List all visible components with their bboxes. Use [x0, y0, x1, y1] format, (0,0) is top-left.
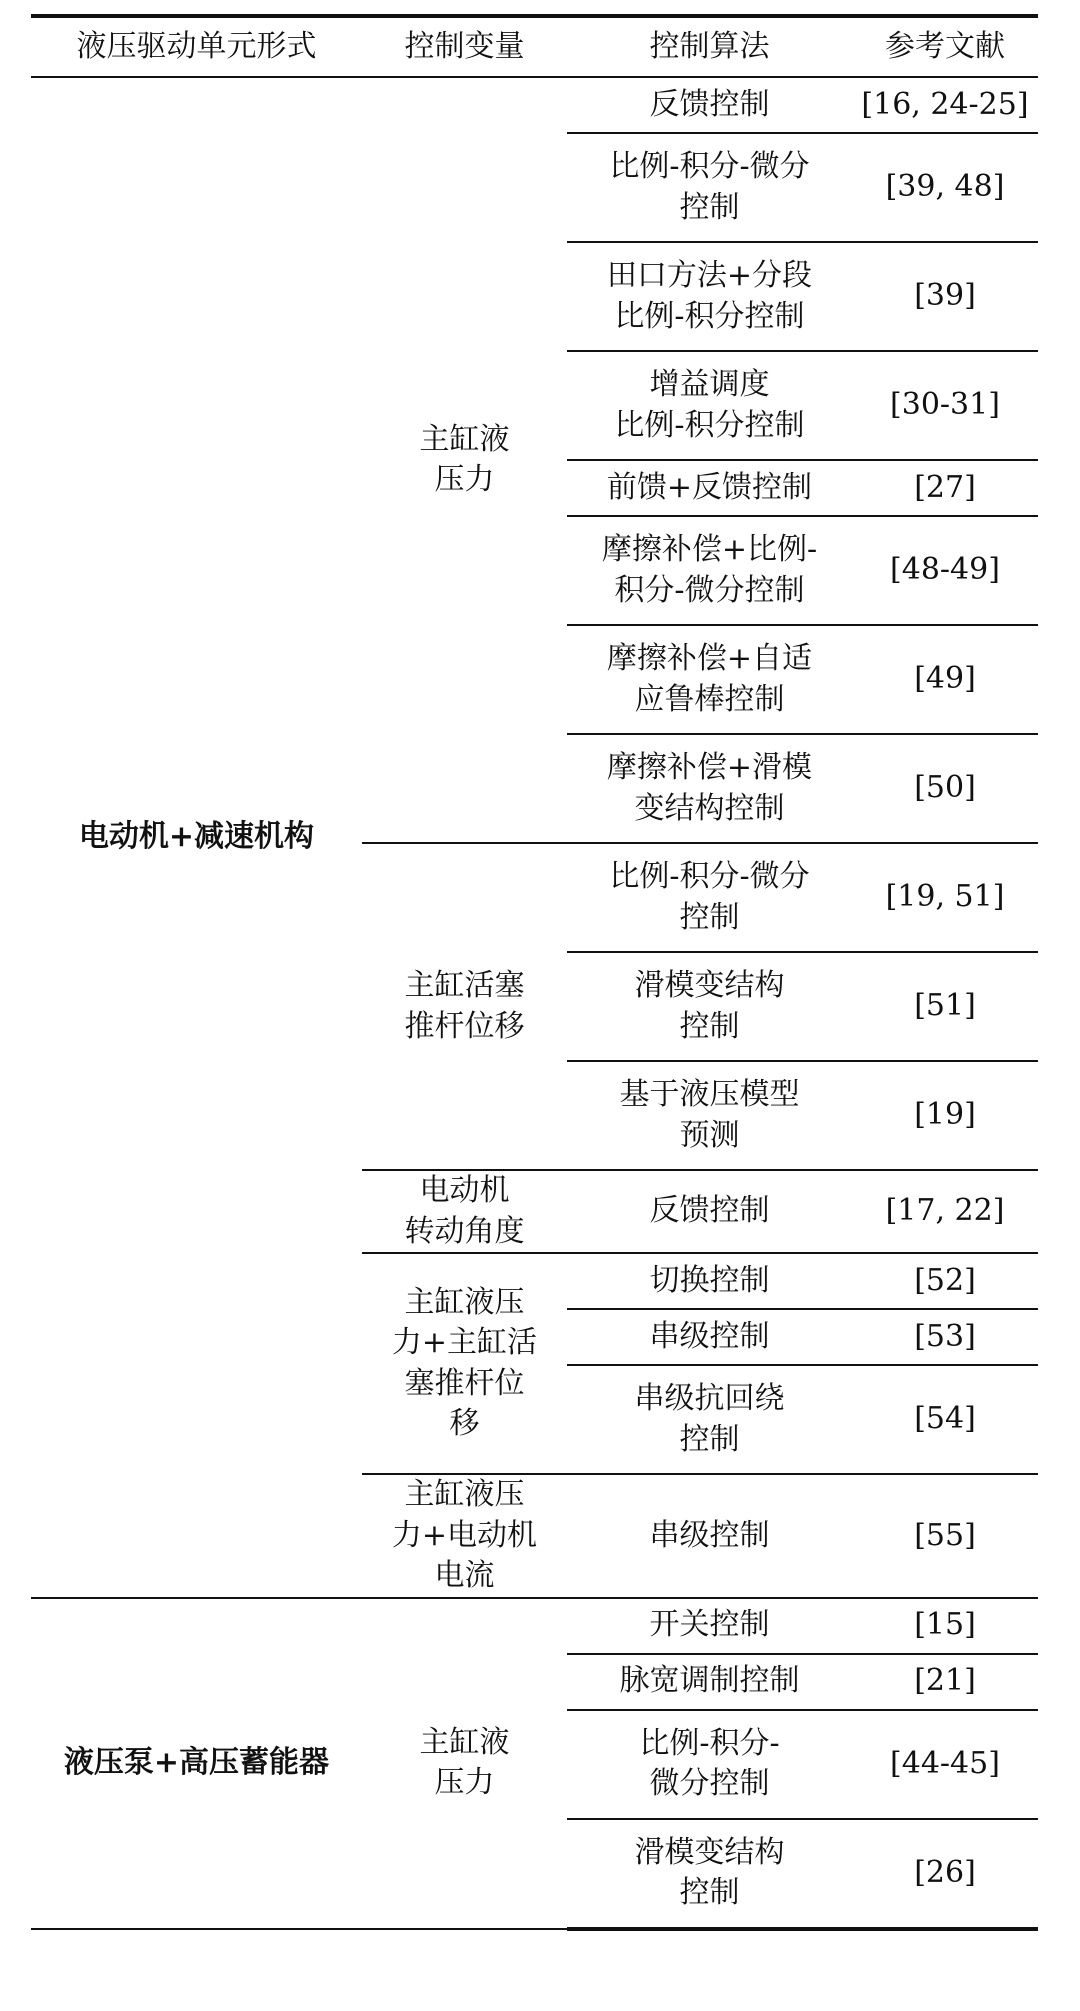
reference-cell — [852, 1654, 1038, 1710]
reference-cell — [852, 1474, 1038, 1598]
text-line: 控制 — [679, 1875, 740, 1910]
control-algorithm-cell — [567, 516, 852, 625]
reference-text: [39] — [914, 278, 976, 314]
reference-cell — [852, 460, 1038, 516]
reference-text: [26] — [914, 1854, 976, 1890]
text-line: 摩擦补偿+比例- — [601, 532, 818, 567]
text-line: 前馈+反馈控制 — [606, 469, 813, 505]
reference-text: [39, 48] — [885, 169, 1005, 205]
control-variable-cell — [362, 1474, 567, 1598]
text-line: 摩擦补偿+滑模 — [606, 750, 813, 785]
control-variable-cell — [362, 1253, 567, 1474]
text-line: 滑模变结构 — [634, 1834, 785, 1870]
text-line: 控制 — [679, 899, 740, 935]
control-algorithm-cell — [567, 625, 852, 734]
text-line: 主缸液压 — [404, 1477, 525, 1512]
control-algorithm-cell — [567, 843, 852, 952]
text-line: 控制 — [679, 189, 740, 225]
control-algorithm-cell — [567, 1710, 852, 1819]
control-algorithm-cell — [567, 1598, 852, 1654]
text-line: 比例-积分- — [639, 1725, 780, 1761]
reference-text: [16, 24-25] — [861, 86, 1029, 122]
reference-cell — [852, 351, 1038, 460]
reference-text: [19, 51] — [885, 879, 1005, 915]
drive-unit-text: 液压泵+高压蓄能器 — [63, 1744, 330, 1780]
reference-text: [52] — [914, 1262, 976, 1298]
table-row — [31, 77, 1038, 133]
reference-text: [50] — [914, 770, 976, 806]
text-line: 串级控制 — [649, 1517, 770, 1553]
text-line: 电流 — [434, 1558, 495, 1593]
text-line: 主缸液 — [419, 1724, 510, 1760]
reference-cell — [852, 734, 1038, 843]
reference-cell — [852, 1710, 1038, 1819]
control-algorithm-cell — [567, 351, 852, 460]
control-algorithm-cell — [567, 1819, 852, 1929]
text-line: 控制 — [679, 1421, 740, 1457]
text-line: 反馈控制 — [649, 1193, 770, 1229]
text-line: 力+主缸活 — [391, 1325, 538, 1360]
drive-unit-text: 电动机+减速机构 — [78, 819, 315, 854]
control-method-table — [31, 14, 1038, 1931]
text-line: 主缸液压 — [404, 1284, 525, 1320]
header-control-variable: 控制变量 — [362, 16, 567, 77]
reference-text: [55] — [914, 1517, 976, 1553]
reference-text: [53] — [914, 1318, 976, 1354]
reference-cell — [852, 625, 1038, 734]
text-line: 积分-微分控制 — [614, 572, 805, 608]
text-line: 变结构控制 — [634, 790, 785, 826]
header-row — [31, 16, 1038, 77]
control-algorithm-cell — [567, 1654, 852, 1710]
reference-cell — [852, 133, 1038, 242]
reference-cell — [852, 1170, 1038, 1253]
control-variable-cell — [362, 843, 567, 1170]
drive-unit-cell — [31, 1598, 362, 1929]
reference-cell — [852, 1365, 1038, 1474]
control-algorithm-cell — [567, 77, 852, 133]
table-row — [31, 1598, 1038, 1654]
reference-cell — [852, 1061, 1038, 1170]
table-body — [31, 77, 1038, 1929]
reference-cell — [852, 516, 1038, 625]
reference-text: [44-45] — [890, 1745, 1000, 1781]
text-line: 控制 — [679, 1008, 740, 1044]
reference-cell — [852, 1253, 1038, 1309]
text-line: 微分控制 — [649, 1766, 770, 1801]
text-line: 脉宽调制控制 — [619, 1663, 800, 1699]
text-line: 移 — [449, 1406, 480, 1441]
text-line: 串级控制 — [649, 1318, 770, 1354]
reference-text: [27] — [914, 469, 976, 505]
control-algorithm-cell — [567, 242, 852, 351]
text-line: 摩擦补偿+自适 — [606, 641, 813, 676]
control-algorithm-cell — [567, 1061, 852, 1170]
control-algorithm-cell — [567, 1170, 852, 1253]
text-line: 比例-积分控制 — [614, 298, 805, 334]
text-line: 比例-积分-微分 — [609, 859, 810, 894]
text-line: 串级抗回绕 — [634, 1381, 785, 1416]
text-line: 基于液压模型 — [619, 1077, 800, 1112]
text-line: 推杆位移 — [404, 1008, 525, 1044]
text-line: 滑模变结构 — [634, 968, 785, 1003]
reference-text: [19] — [914, 1097, 976, 1133]
text-line: 比例-积分控制 — [614, 407, 805, 443]
text-line: 反馈控制 — [649, 86, 770, 122]
text-line: 田口方法+分段 — [606, 258, 813, 293]
control-algorithm-cell — [567, 1474, 852, 1598]
reference-text: [30-31] — [890, 387, 1000, 423]
reference-cell — [852, 77, 1038, 133]
control-algorithm-cell — [567, 460, 852, 516]
text-line: 切换控制 — [649, 1262, 770, 1298]
header-control-algorithm: 控制算法 — [567, 16, 852, 77]
text-line: 应鲁棒控制 — [634, 681, 785, 717]
text-line: 比例-积分-微分 — [609, 149, 810, 184]
text-line: 预测 — [679, 1117, 740, 1153]
text-line: 主缸液 — [419, 421, 510, 457]
text-line: 主缸活塞 — [404, 968, 525, 1003]
text-line: 力+电动机 — [391, 1517, 538, 1553]
control-algorithm-cell — [567, 734, 852, 843]
control-variable-cell — [362, 1170, 567, 1253]
reference-cell — [852, 1598, 1038, 1654]
reference-cell — [852, 1309, 1038, 1365]
control-algorithm-cell — [567, 952, 852, 1061]
text-line: 电动机 — [419, 1173, 510, 1208]
control-variable-cell — [362, 1598, 567, 1929]
reference-cell — [852, 242, 1038, 351]
reference-cell — [852, 952, 1038, 1061]
table-header — [31, 16, 1038, 77]
reference-text: [51] — [914, 988, 976, 1024]
control-algorithm-cell — [567, 1253, 852, 1309]
reference-text: [17, 22] — [885, 1193, 1005, 1229]
text-line: 压力 — [434, 462, 495, 497]
reference-text: [21] — [914, 1663, 976, 1699]
control-algorithm-cell — [567, 1365, 852, 1474]
control-variable-cell — [362, 77, 567, 843]
reference-text: [15] — [914, 1607, 976, 1643]
text-line: 压力 — [434, 1765, 495, 1800]
header-drive-unit: 液压驱动单元形式 — [31, 16, 362, 77]
text-line: 转动角度 — [404, 1213, 525, 1249]
text-line: 塞推杆位 — [404, 1365, 525, 1401]
control-algorithm-cell — [567, 133, 852, 242]
reference-cell — [852, 1819, 1038, 1929]
drive-unit-cell — [31, 77, 362, 1598]
reference-text: [54] — [914, 1401, 976, 1437]
reference-cell — [852, 843, 1038, 952]
text-line: 增益调度 — [649, 367, 770, 402]
header-reference: 参考文献 — [852, 16, 1038, 77]
text-line: 开关控制 — [649, 1607, 770, 1643]
control-algorithm-cell — [567, 1309, 852, 1365]
reference-text: [49] — [914, 661, 976, 697]
reference-text: [48-49] — [890, 552, 1000, 588]
